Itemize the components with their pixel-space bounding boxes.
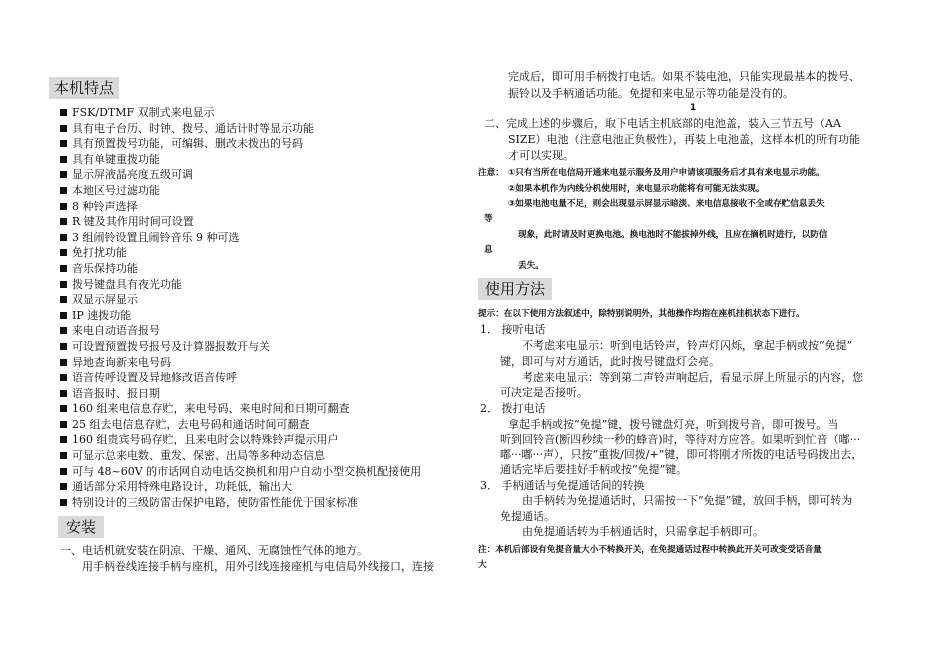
usage-s1-line2: 键，即可与对方通话，此时拨号键盘灯会亮。 <box>500 355 720 368</box>
list-item: 来电自动语音报号 <box>60 323 421 339</box>
list-item: 160 组贵宾号码存贮，且来电时会以特殊铃声提示用户 <box>60 432 421 448</box>
bullet-square-icon <box>60 218 67 225</box>
bullet-square-icon <box>60 156 67 163</box>
usage-s2-line2: 听到回铃音(断四秒续一秒的蜂音)时，等待对方应答。如果听到忙音（嘟··· <box>500 433 861 446</box>
usage-note-b: 大 <box>478 560 487 570</box>
note-2: ②如果本机作为内线分机使用时，来电显示功能将有可能无法实现。 <box>508 184 765 194</box>
bullet-square-icon <box>60 171 67 178</box>
install-step2-line2: SIZE）电池（注意电池正负极性），再装上电池盖，这样本机的所有功能 <box>508 133 861 146</box>
list-item: 拨号键盘具有夜光功能 <box>60 277 421 293</box>
note-3c: 现象，此时请及时更换电池。换电池时不能拔掉外线，且应在摘机时进行，以防信 <box>518 230 828 240</box>
list-item: 具有电子台历、时钟、拨号、通话计时等显示功能 <box>60 121 421 137</box>
usage-s3-title: 3． 手柄通话与免提通话间的转换 <box>480 479 645 492</box>
bullet-square-icon <box>60 359 67 366</box>
note-3a: ③如果电池电量不足，则会出现显示屏显示暗淡、来电信息接收不全或存贮信息丢失 <box>508 199 825 209</box>
usage-s1-line1: 不考虑来电显示：听到电话铃声，铃声灯闪烁，拿起手柄或按“免提” <box>522 339 853 352</box>
list-item: 语音传呼设置及异地修改语音传呼 <box>60 370 421 386</box>
usage-hint: 提示：在以下使用方法叙述中，除特别说明外，其他操作均指在座机挂机状态下进行。 <box>478 309 805 319</box>
usage-note-a: 注：本机后部设有免提音量大小不转换开关，在免提通话过程中转换此开关可改变受话音量 <box>478 545 822 555</box>
bullet-square-icon <box>60 109 67 116</box>
list-item: 通话部分采用特殊电路设计，功耗低，输出大 <box>60 479 421 495</box>
bullet-square-icon <box>60 140 67 147</box>
usage-s2-title: 2． 拨打电话 <box>480 402 546 415</box>
bullet-square-icon <box>60 234 67 241</box>
bullet-square-icon <box>60 436 67 443</box>
usage-s2-line1: 拿起手柄或按“免提”键，拨号键盘灯亮，听到拨号音，即可拨号。当 <box>508 418 839 431</box>
usage-s1-line3: 考虑来电显示：等到第二声铃声响起后，看显示屏上所显示的内容，您 <box>522 371 863 384</box>
list-item: 异地查询新来电号码 <box>60 355 421 371</box>
install-step2-line1: 二、完成上述的步骤后，取下电话主机底部的电池盖，装入三节五号（AA <box>484 117 841 130</box>
features-heading: 本机特点 <box>49 77 119 99</box>
install-step1-line1: 一、电话机就安装在阴凉、干燥、通风、无腐蚀性气体的地方。 <box>60 544 368 557</box>
list-item: 显示屏液晶亮度五级可调 <box>60 167 421 183</box>
bullet-square-icon <box>60 312 67 319</box>
bullet-square-icon <box>60 265 67 272</box>
bullet-square-icon <box>60 249 67 256</box>
list-item: 音乐保持功能 <box>60 261 421 277</box>
install-step1-line2: 用手柄卷线连接手柄与座机，用外引线连接座机与电信局外线接口，连接 <box>82 560 434 573</box>
bullet-square-icon <box>60 187 67 194</box>
bullet-square-icon <box>60 421 67 428</box>
list-item: 免打扰功能 <box>60 245 421 261</box>
bullet-square-icon <box>60 327 67 334</box>
bullet-square-icon <box>60 390 67 397</box>
list-item: 25 组去电信息存贮，去电号码和通话时间可翻查 <box>60 417 421 433</box>
usage-s1-line4: 可决定是否接听。 <box>500 386 588 399</box>
note-1: ①只有当所在电信局开通来电显示服务及用户申请该项服务后才具有来电显示功能。 <box>508 168 825 178</box>
list-item: 特别设计的三级防雷击保护电路，使防雷性能优于国家标准 <box>60 495 421 511</box>
list-item: 8 种铃声选择 <box>60 199 421 215</box>
list-item: 具有预置拨号功能，可编辑、删改未拨出的号码 <box>60 136 421 152</box>
note-3b: 等 <box>484 214 493 224</box>
install-step1-line3: 完成后，即可用手柄拨打电话。如果不装电池，只能实现最基本的拨号、 <box>508 70 860 83</box>
install-heading: 安装 <box>58 516 104 538</box>
list-item: 可与 48~60V 的市话网自动电话交换机和用户自动小型交换机配接使用 <box>60 464 421 480</box>
bullet-square-icon <box>60 203 67 210</box>
list-item: 160 组来电信息存贮，来电号码、来电时间和日期可翻查 <box>60 401 421 417</box>
bullet-square-icon <box>60 281 67 288</box>
bullet-square-icon <box>60 296 67 303</box>
install-step1-line4: 振铃以及手柄通话功能。免提和来电显示等功能是没有的。 <box>508 87 794 100</box>
note-3e: 丢失。 <box>518 261 544 271</box>
list-item: 双显示屏显示 <box>60 292 421 308</box>
bullet-square-icon <box>60 452 67 459</box>
list-item: IP 速拨功能 <box>60 308 421 324</box>
notes-label: 注意： <box>478 168 504 178</box>
bullet-square-icon <box>60 374 67 381</box>
list-item: 本地区号过滤功能 <box>60 183 421 199</box>
bullet-square-icon <box>60 499 67 506</box>
bullet-square-icon <box>60 483 67 490</box>
page-number: 1 <box>690 103 697 113</box>
list-item: 可显示总来电数、重发、保密、出局等多种动态信息 <box>60 448 421 464</box>
bullet-square-icon <box>60 405 67 412</box>
bullet-square-icon <box>60 468 67 475</box>
list-item: 3 组闹铃设置且闹铃音乐 9 种可选 <box>60 230 421 246</box>
bullet-square-icon <box>60 343 67 350</box>
feature-list <box>60 105 421 510</box>
install-step2-line3: 才可以实现。 <box>508 149 574 162</box>
list-item: FSK/DTMF 双制式来电显示 <box>60 105 421 121</box>
list-item: 具有单键重拨功能 <box>60 152 421 168</box>
bullet-square-icon <box>60 125 67 132</box>
usage-s2-line4: 通话完毕后要挂好手柄或按“免提”键。 <box>500 463 688 476</box>
usage-s3-line2: 免提通话。 <box>500 510 555 523</box>
usage-s3-line1: 由手柄转为免提通话时，只需按一下“免提”键，放回手柄，即可转为 <box>522 494 853 507</box>
list-item: 可设置预置拨号报号及计算器报数开与关 <box>60 339 421 355</box>
list-item: 语音报时、报日期 <box>60 386 421 402</box>
usage-s1-title: 1． 接听电话 <box>480 323 546 336</box>
usage-s2-line3: 嘟···嘟···声），只按“重拨/回拨/+”键，即可将刚才所拨的电话号码拨出去， <box>500 448 863 461</box>
note-3d: 息 <box>484 245 493 255</box>
usage-heading: 使用方法 <box>478 278 552 300</box>
list-item: R 键及其作用时间可设置 <box>60 214 421 230</box>
usage-s3-line3: 由免提通话转为手柄通话时，只需拿起手柄即可。 <box>522 525 764 538</box>
